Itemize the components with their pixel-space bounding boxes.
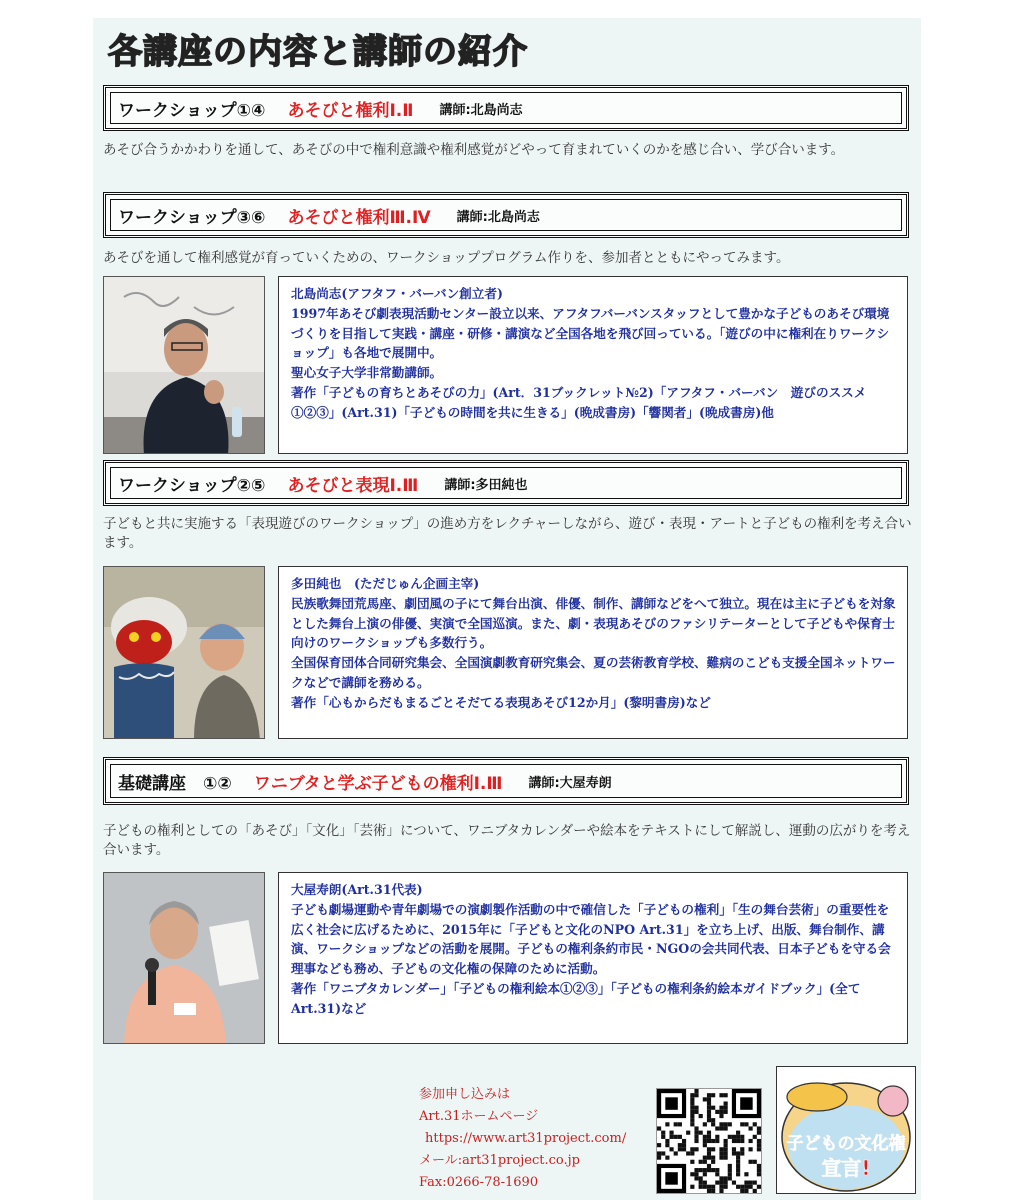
homepage-url-link[interactable]: https://www.art31project.com/ bbox=[425, 1131, 627, 1146]
section-label: ワークショップ②⑤ bbox=[118, 475, 266, 496]
section-lecturer: 講師:多田純也 bbox=[444, 477, 528, 493]
section-title: あそびと権利Ⅰ.Ⅱ bbox=[287, 100, 414, 121]
lecturer-photo-tada bbox=[103, 566, 265, 739]
bio-name: 多田純也 (ただじゅん企画主宰) bbox=[291, 576, 480, 591]
section-header-3 bbox=[103, 460, 909, 506]
qr-code-icon bbox=[656, 1088, 762, 1194]
section-lecturer: 講師:北島尚志 bbox=[456, 209, 540, 225]
bio-text: 著作「子どもの育ちとあそびの力」(Art．31ブックレット№2)「アフタフ・バーバン 遊びのススメ①②③」(Art.31)「子どもの時間を共に生きる」(晩成書房)「響関者」(晩成書房)他 bbox=[291, 384, 867, 420]
application-info bbox=[419, 1084, 626, 1194]
logo-text-line1: 子どもの文化権 bbox=[786, 1134, 906, 1154]
section-header-2 bbox=[103, 192, 909, 238]
bio-text: 子ども劇場運動や青年劇場での演劇製作活動の中で確信した「子どもの権利」「生の舞台芸術」の重要性を広く社会に広げるために、2015年に「子どもと文化のNPO Art.31」を立ち上げ、出版、舞台制作、講演、ワークショップなどの活動を展開。子どもの権利条約市民・NGOの会共同代表、日本子どもを守る会理事なども務め、子どもの文化権の保障のために活動。 bbox=[291, 901, 891, 977]
section-description: あそび合うかかわりを通して、あそびの中で権利意識や権利感覚がどやって育まれていくのかを感じ合い、学び合います。 bbox=[103, 142, 845, 157]
section-description: あそびを通して権利感覚が育っていくための、ワークショッププログラム作りを、参加者とともにやってみます。 bbox=[103, 250, 790, 265]
section-label: 基礎講座 ①② bbox=[118, 773, 232, 794]
lecturer-photo-oya bbox=[103, 872, 265, 1044]
bio-text: 著作「ワニブタカレンダー」「子どもの権利絵本①②③」「子どもの権利条約絵本ガイドブック」(全てArt.31)など bbox=[291, 980, 861, 1016]
section-lecturer: 講師:大屋寿朗 bbox=[528, 775, 612, 791]
page-title: 各講座の内容と講師の紹介 bbox=[108, 32, 528, 72]
bio-text: 聖心女子大学非常勤講師。 bbox=[291, 365, 443, 381]
section-header-1 bbox=[103, 85, 909, 131]
section-label: ワークショップ①④ bbox=[118, 100, 266, 121]
section-lecturer: 講師:北島尚志 bbox=[439, 102, 523, 118]
bio-text: 民族歌舞団荒馬座、劇団風の子にて舞台出演、俳優、制作、講師などをへて独立。現在は主に子どもを対象とした舞台上演の俳優、実演で全国巡演。また、劇・表現あそびのファシリテーターとして子どもや保育士向けのワークショップも多数行う。 bbox=[291, 595, 896, 651]
lecturer-photo-kitajima bbox=[103, 276, 265, 454]
section-title: ワニブタと学ぶ子どもの権利Ⅰ.Ⅲ bbox=[253, 773, 503, 794]
section-title: あそびと表現Ⅰ.Ⅲ bbox=[287, 475, 419, 496]
section-title: あそびと権利Ⅲ.Ⅳ bbox=[287, 207, 431, 228]
lecturer-bio-kitajima bbox=[278, 276, 908, 454]
lecturer-bio-tada bbox=[278, 566, 908, 739]
section-description: 子どもの権利としての「あそび」「文化」「芸術」について、ワニブタカレンダーや絵本をテキストにして解説し、運動の広がりを考え合います。 bbox=[103, 823, 911, 857]
homepage-label: Art.31ホームページ bbox=[419, 1109, 539, 1124]
bio-name: 大屋寿朗(Art.31代表) bbox=[291, 882, 423, 897]
logo-text-line2: 宣言! bbox=[821, 1156, 871, 1180]
email-text: メール:art31project.co.jp bbox=[419, 1153, 580, 1168]
fax-text: Fax:0266-78-1690 bbox=[419, 1175, 539, 1190]
lecturer-bio-oya bbox=[278, 872, 908, 1044]
section-header-4 bbox=[103, 757, 909, 805]
bio-text: 1997年あそび劇表現活動センター設立以来、アフタフバーバンスタッフとして豊かな子どものあそび環境づくりを目指して実践・講座・研修・講演など全国各地を飛び回っている。「遊びの中に権利在りワークショップ」も各地で展開中。 bbox=[291, 305, 890, 361]
bio-text: 全国保育団体合同研究集会、全国演劇教育研究集会、夏の芸術教育学校、難病のこども支援全国ネットワークなどで講師を務める。 bbox=[291, 655, 896, 690]
section-label: ワークショップ③⑥ bbox=[118, 207, 266, 228]
section-description: 子どもと共に実施する「表現遊びのワークショップ」の進め方をレクチャーしながら、遊び・表現・アートと子どもの権利を考え合います。 bbox=[103, 516, 912, 550]
bio-text: 著作「心もからだもまるごとそだてる表現あそび12か月」(黎明書房)など bbox=[291, 694, 711, 710]
bio-name: 北島尚志(アフタフ・バーバン創立者) bbox=[291, 286, 503, 301]
kodomo-bunkaken-logo bbox=[776, 1066, 916, 1194]
apply-heading: 参加申し込みは bbox=[419, 1087, 511, 1102]
